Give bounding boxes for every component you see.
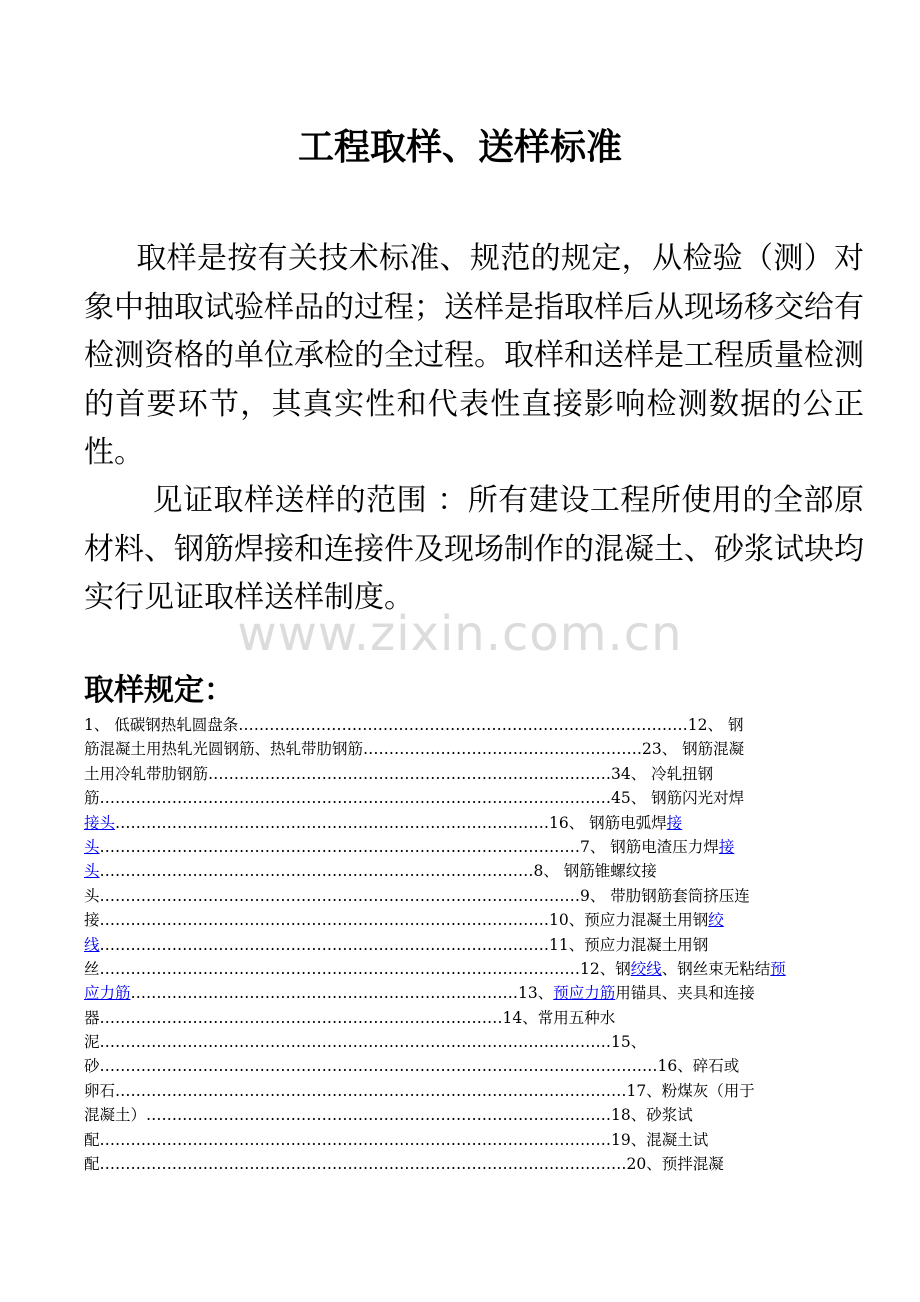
sampling-rules-list	[84, 713, 870, 1176]
toc-link[interactable]: 头	[84, 837, 100, 856]
toc-link[interactable]: 预	[770, 959, 786, 978]
toc-text: 泥………………………………………………………………………………………15、	[84, 1033, 647, 1052]
toc-line	[84, 1079, 870, 1103]
toc-link[interactable]: 头	[84, 862, 100, 881]
toc-text: 用锚具、夹具和连接	[615, 984, 755, 1003]
intro-paragraph	[84, 235, 864, 478]
toc-link[interactable]: 接	[666, 813, 683, 832]
toc-text: …………………………………………………………………………8、 钢筋锥螺纹接	[99, 862, 657, 881]
document-title: 工程取样、送样标准	[297, 127, 622, 168]
toc-line	[84, 1152, 870, 1176]
toc-line	[84, 908, 870, 932]
toc-link[interactable]: 应力筋	[84, 984, 131, 1003]
toc-line	[84, 835, 870, 859]
toc-line	[84, 762, 870, 786]
toc-line	[84, 1054, 870, 1078]
toc-text: ……………………………………………………………………………11、预应力混凝土用钢	[99, 935, 709, 954]
toc-line	[84, 981, 870, 1005]
toc-text: 筋混凝土用热轧光圆钢筋、热轧带肋钢筋………………………………………………23、 钢筋混凝	[84, 740, 745, 759]
toc-text: 1、 低碳钢热轧圆盘条……………………………………………………………………………12、 钢	[84, 716, 744, 734]
scope-paragraph	[84, 477, 864, 623]
toc-line	[84, 859, 870, 883]
intro-paragraph-text: 取样是按有关技术标准、规范的规定，从检验（测）对象中抽取试验样品的过程；送样是指取样后从现场移交给有检测资格的单位承检的全过程。取样和送样是工程质量检测的首要环节，其真实性和代表性直接影响检测数据的公正性。	[84, 241, 864, 470]
toc-line	[84, 1006, 870, 1030]
toc-line	[84, 786, 870, 810]
toc-line	[84, 1103, 870, 1127]
toc-line	[84, 884, 870, 908]
toc-text: 、钢丝束无粘结	[661, 959, 771, 978]
toc-line	[84, 811, 870, 835]
toc-text: 接……………………………………………………………………………10、预应力混凝土用钢	[84, 911, 709, 930]
toc-link[interactable]: 绞	[708, 911, 724, 930]
toc-link[interactable]: 接头	[84, 813, 116, 832]
toc-link[interactable]: 绞线	[630, 959, 662, 978]
toc-text: …………………………………………………………………………………7、 钢筋电渣压力焊	[99, 837, 719, 856]
toc-link[interactable]: 线	[84, 935, 100, 954]
toc-text: 头…………………………………………………………………………………9、 带肋钢筋套筒挤压连	[84, 886, 750, 905]
toc-line	[84, 933, 870, 957]
toc-text: 配…………………………………………………………………………………………20、预拌混凝	[84, 1155, 724, 1174]
scope-paragraph-text: 见证取样送样的范围 ：所有建设工程所使用的全部原材料、钢筋焊接和连接件及现场制作的混凝土、砂浆试块均实行见证取样送样制度。	[84, 483, 864, 615]
toc-line	[84, 737, 870, 761]
toc-text: 筋………………………………………………………………………………………45、 钢筋闪光对焊	[84, 789, 745, 808]
toc-line	[84, 1030, 870, 1054]
toc-link[interactable]: 接	[718, 837, 735, 856]
toc-text: 器……………………………………………………………………14、常用五种水	[84, 1008, 616, 1027]
toc-text: 配………………………………………………………………………………………19、混凝土试	[84, 1130, 709, 1149]
toc-line	[84, 957, 870, 981]
toc-text: 砂………………………………………………………………………………………………16、碎石或	[84, 1057, 740, 1076]
toc-text: …………………………………………………………………13、	[130, 984, 554, 1003]
toc-text: 卵石………………………………………………………………………………………17、粉煤灰（用于	[84, 1081, 755, 1100]
toc-line	[84, 713, 870, 737]
toc-text: …………………………………………………………………………16、 钢筋电弧焊	[115, 813, 667, 832]
toc-text: 混凝土）………………………………………………………………………………18、砂浆试	[84, 1106, 693, 1125]
toc-link[interactable]: 预应力筋	[553, 984, 616, 1003]
watermark: www.zixin.com.cn	[237, 606, 683, 662]
toc-text: 土用冷轧带肋钢筋……………………………………………………………………34、 冷轧扭钢	[84, 764, 714, 783]
toc-text: 丝…………………………………………………………………………………12、钢	[84, 959, 631, 978]
toc-line	[84, 1128, 870, 1152]
section-heading: 取样规定：	[84, 673, 234, 708]
